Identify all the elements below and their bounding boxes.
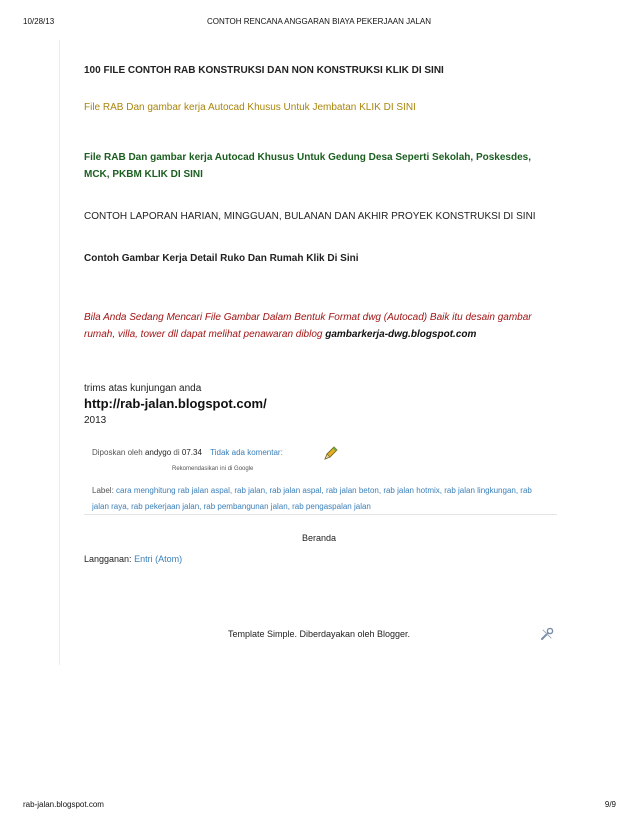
dwg-offer-text: Bila Anda Sedang Mencari File Gambar Dalam Bentuk Format dwg (Autocad) Baik itu desain gambar rumah, villa, tower dll dapat melihat penawaran diblog [84,312,532,340]
pencil-icon[interactable] [322,446,338,462]
post-year: 2013 [84,415,107,426]
google-recommend[interactable]: Rekomendasikan ini di Google [172,466,254,472]
post-line-village-building-files[interactable]: File RAB Dan gambar kerja Autocad Khusus Untuk Gedung Desa Seperti Sekolah, Poskesdes, MCK, PKBM KLIK DI SINI [84,152,531,180]
dwg-blog-link[interactable]: gambarkerja-dwg.blogspot.com [325,329,477,340]
comments-link[interactable]: Tidak ada komentar: [210,448,283,457]
labels-prefix: Label: [92,486,114,495]
home-link[interactable]: Beranda [301,533,337,543]
atom-feed-link[interactable]: Entri (Atom) [134,554,183,564]
posted-prefix: Diposkan oleh [92,448,143,457]
at-text: di [173,448,180,457]
subscribe-prefix: Langganan: [84,554,132,564]
post-line-dwg-offer [84,309,554,343]
post-line-rab-files[interactable]: 100 FILE CONTOH RAB KONSTRUKSI DAN NON KONSTRUKSI KLIK DI SINI [84,65,444,76]
author-link[interactable]: andygo [144,448,172,457]
post-line-bridge-files[interactable]: File RAB Dan gambar kerja Autocad Khusus Untuk Jembatan KLIK DI SINI [84,102,416,113]
wrench-icon[interactable] [540,627,554,641]
post-labels [92,483,532,515]
post-line-shophouse-drawings[interactable]: Contoh Gambar Kerja Detail Ruko Dan Rumah Klik Di Sini [84,253,359,264]
site-url[interactable]: http://rab-jalan.blogspot.com/ [84,396,267,411]
left-divider [59,40,60,665]
post-line-project-reports[interactable]: CONTOH LAPORAN HARIAN, MINGGUAN, BULANAN DAN AKHIR PROYEK KONSTRUKSI DI SINI [84,211,536,222]
post-meta [92,448,283,457]
labels-links[interactable]: cara menghitung rab jalan aspal, rab jalan, rab jalan aspal, rab jalan beton, rab jalan hotmix, rab jalan lingkungan, rab jalan raya, rab pekerjaan jalan, rab pembangunan jalan, rab pengaspalan jalan [92,486,532,511]
thanks-text: trims atas kunjungan anda [84,383,202,394]
footer-url: rab-jalan.blogspot.com [23,800,104,809]
subscribe-line [84,554,182,564]
footer-page: 9/9 [604,800,616,809]
post-time[interactable]: 07.34 [181,448,202,457]
print-date: 10/28/13 [23,17,55,26]
section-separator [84,514,557,515]
print-title: CONTOH RENCANA ANGGARAN BIAYA PEKERJAAN JALAN [206,17,432,26]
template-credit: Template Simple. Diberdayakan oleh Blogger. [227,629,411,639]
